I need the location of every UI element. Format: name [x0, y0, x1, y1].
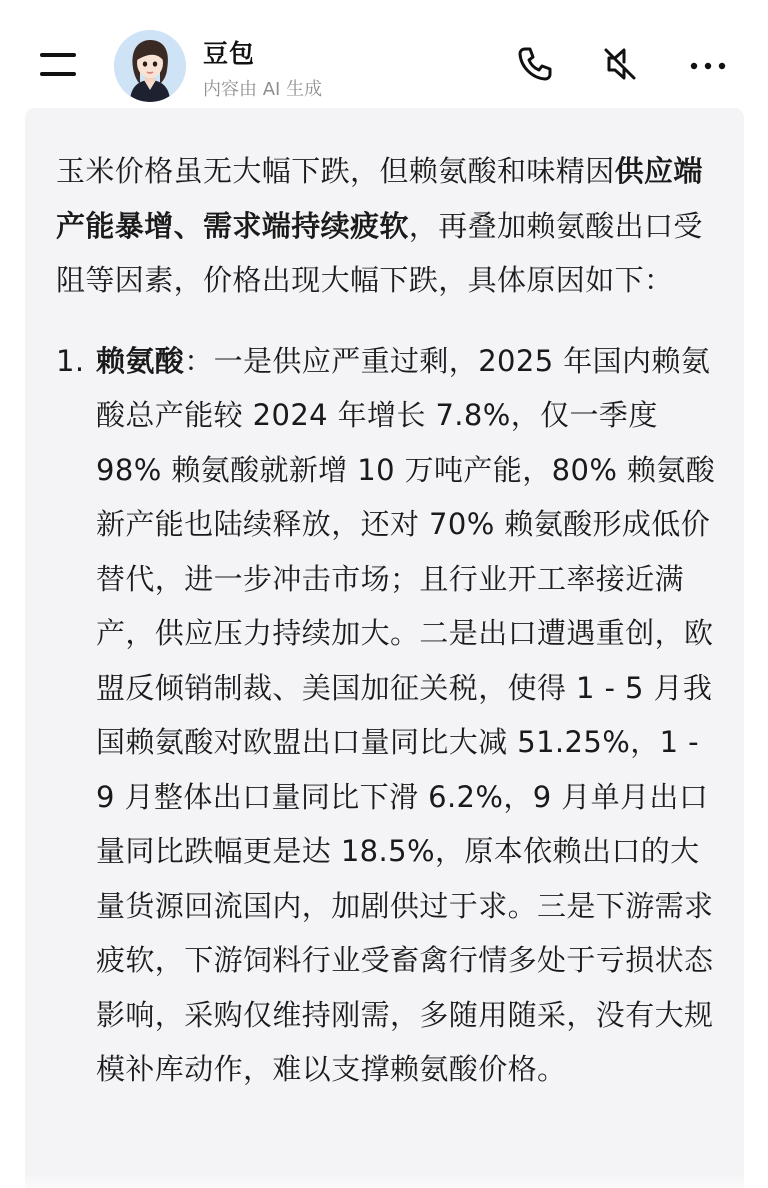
- intro-bold-text: 供应端产能暴增、需求端持续疲软: [56, 154, 703, 243]
- mute-button[interactable]: [600, 44, 640, 84]
- bot-name: 豆包: [203, 39, 256, 68]
- list-item-number: 1.: [56, 343, 85, 378]
- mute-icon: [600, 44, 640, 84]
- more-icon: [686, 44, 730, 84]
- list-item-colon: ：: [184, 343, 214, 378]
- ai-disclaimer: 内容由 AI 生成: [203, 79, 323, 100]
- list-item-body: 一是供应严重过剩，2025 年国内赖氨酸总产能较 2024 年增长 7.8%，仅一季度 98% 赖氨酸就新增 10 万吨产能，80% 赖氨酸新产能也陆续释放，还对 70% 赖氨酸形成低价替代，进一步冲击市场；且行业开工率接近满产，供应压力持续加大。二是出口遭遇重创，欧盟反倾销制裁、美国加征关税，使得 1 - 5 月我国赖氨酸对欧盟出口量同比大减 51.25%，1 - 9 月整体出口量同比下滑 6.2%，9 月单月出口量同比跌幅更是达 18.5%，原本依赖出口的大量货源回流国内，加剧供过于求。三是下游需求疲软，下游饲料行业受畜禽行情多处于亏损状态影响，采购仅维持刚需，多随用随采，没有大规模补库动作，难以支撑赖氨酸价格。: [96, 343, 716, 1086]
- avatar-image: [114, 30, 186, 102]
- bot-message-bubble: [25, 108, 744, 1188]
- call-button[interactable]: [515, 44, 555, 84]
- more-button[interactable]: [686, 44, 726, 84]
- list-item-title: 赖氨酸: [96, 343, 185, 378]
- bottom-fade: [0, 1174, 768, 1188]
- reason-list: [56, 334, 716, 1097]
- intro-text-start: 玉米价格虽无大幅下跌，但赖氨酸和味精因: [56, 154, 615, 188]
- list-item: [56, 334, 716, 1097]
- message-text: [56, 144, 716, 1097]
- menu-button[interactable]: [36, 48, 80, 80]
- phone-icon: [515, 44, 555, 84]
- message-intro: [56, 144, 716, 308]
- chat-header: [0, 0, 768, 108]
- avatar[interactable]: [114, 30, 186, 102]
- menu-icon: [36, 48, 80, 80]
- intro-text-end: ，再叠加赖氨酸出口受阻等因素，价格出现大幅下跌，具体原因如下：: [56, 208, 703, 297]
